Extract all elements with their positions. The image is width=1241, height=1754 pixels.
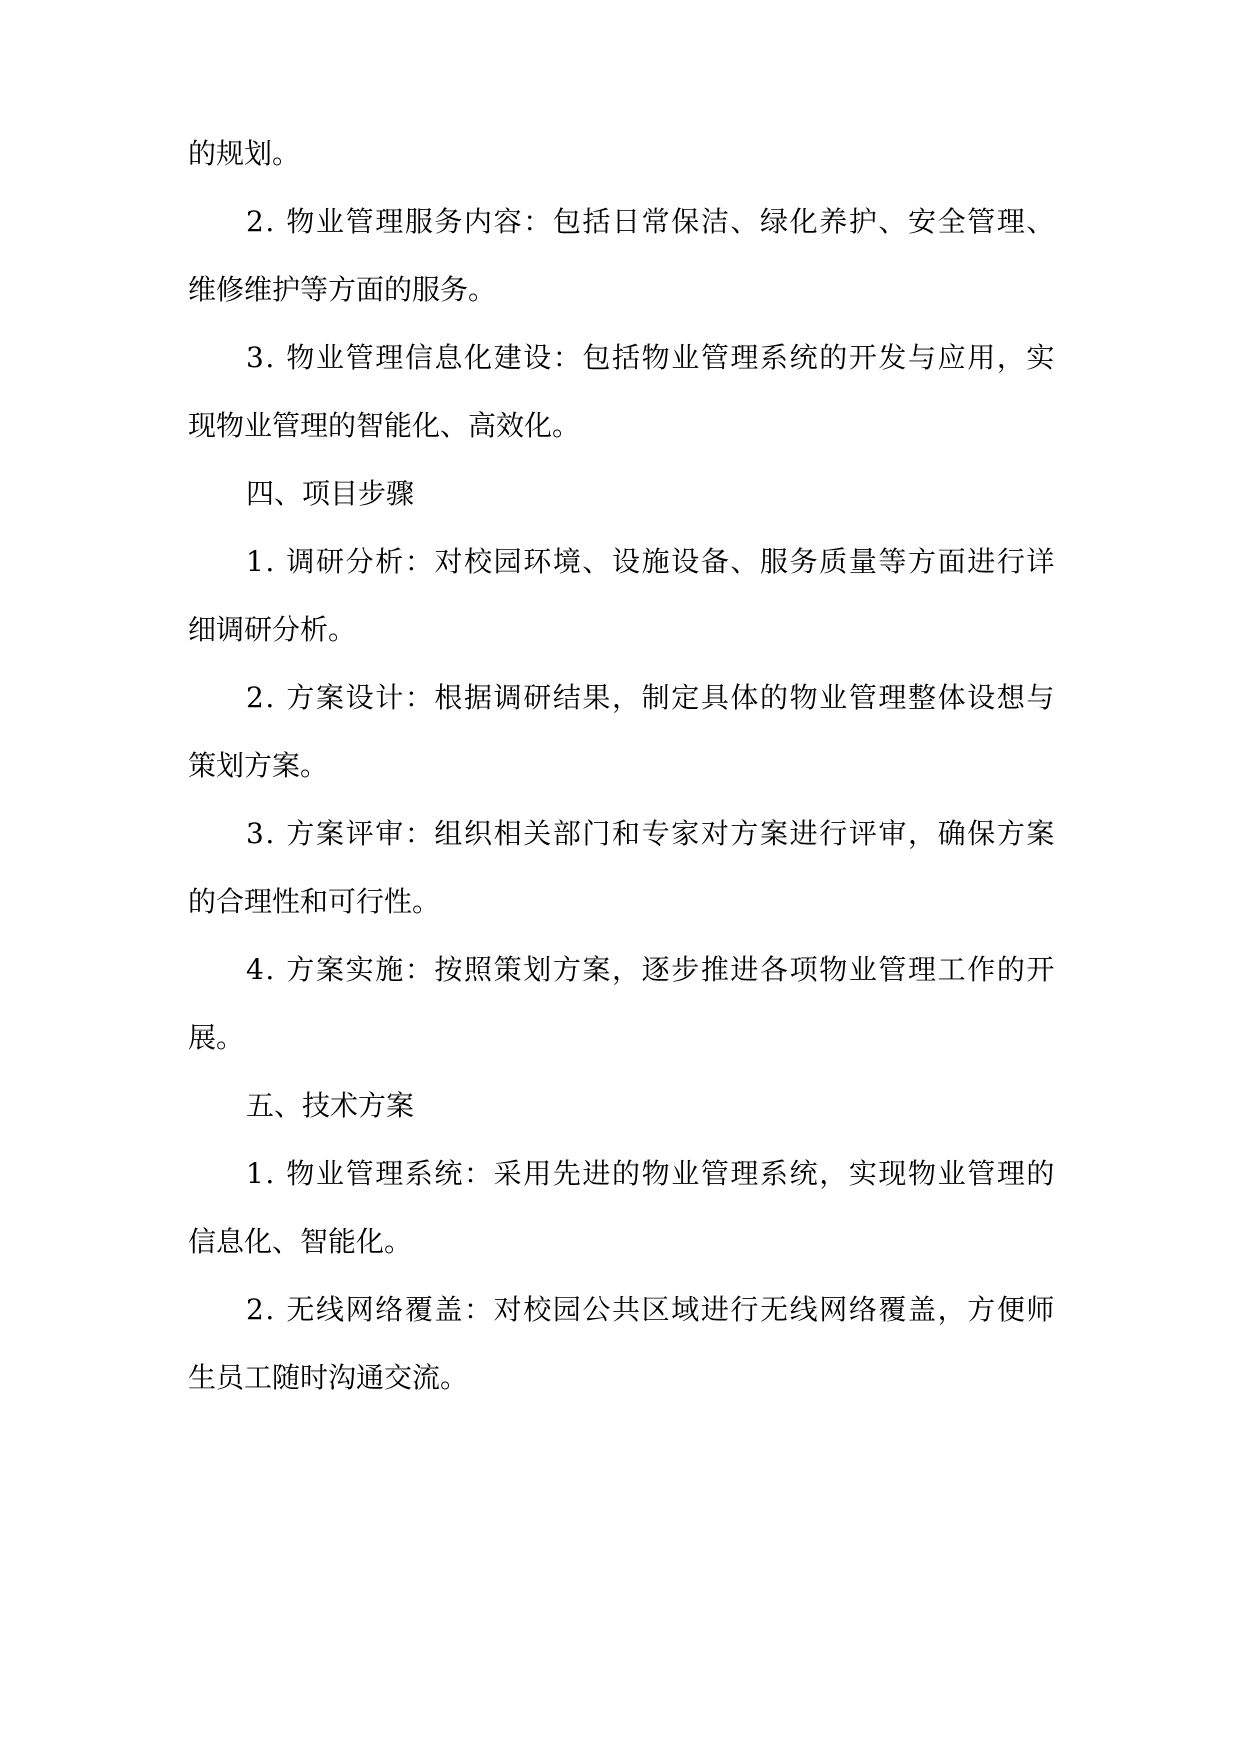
text-line-continuation: 维修维护等方面的服务。 bbox=[188, 273, 497, 306]
text-line-continuation: 细调研分析。 bbox=[188, 613, 357, 646]
list-item-1-research: 1. 调研分析：对校园环境、设施设备、服务质量等方面进行详 bbox=[246, 545, 1057, 578]
text-line-continuation: 展。 bbox=[188, 1021, 245, 1054]
list-item-2-service-content: 2. 物业管理服务内容：包括日常保洁、绿化养护、安全管理、 bbox=[246, 205, 1057, 238]
list-item-3-review: 3. 方案评审：组织相关部门和专家对方案进行评审，确保方案 bbox=[246, 817, 1057, 850]
text-line-continuation: 现物业管理的智能化、高效化。 bbox=[188, 409, 581, 442]
list-item-3-informatization: 3. 物业管理信息化建设：包括物业管理系统的开发与应用，实 bbox=[246, 341, 1057, 374]
text-line-continuation: 的规划。 bbox=[188, 137, 301, 170]
section-heading-4: 四、项目步骤 bbox=[246, 477, 415, 510]
list-item-2-design: 2. 方案设计：根据调研结果，制定具体的物业管理整体设想与 bbox=[246, 681, 1057, 714]
list-item-1-management-system: 1. 物业管理系统：采用先进的物业管理系统，实现物业管理的 bbox=[246, 1157, 1057, 1190]
text-line-continuation: 的合理性和可行性。 bbox=[188, 885, 441, 918]
text-line-continuation: 生员工随时沟通交流。 bbox=[188, 1361, 469, 1394]
text-line-continuation: 策划方案。 bbox=[188, 749, 329, 782]
text-line-continuation: 信息化、智能化。 bbox=[188, 1225, 413, 1258]
section-heading-5: 五、技术方案 bbox=[246, 1089, 415, 1122]
list-item-2-wireless-coverage: 2. 无线网络覆盖：对校园公共区域进行无线网络覆盖，方便师 bbox=[246, 1293, 1057, 1326]
list-item-4-implementation: 4. 方案实施：按照策划方案，逐步推进各项物业管理工作的开 bbox=[246, 953, 1057, 986]
